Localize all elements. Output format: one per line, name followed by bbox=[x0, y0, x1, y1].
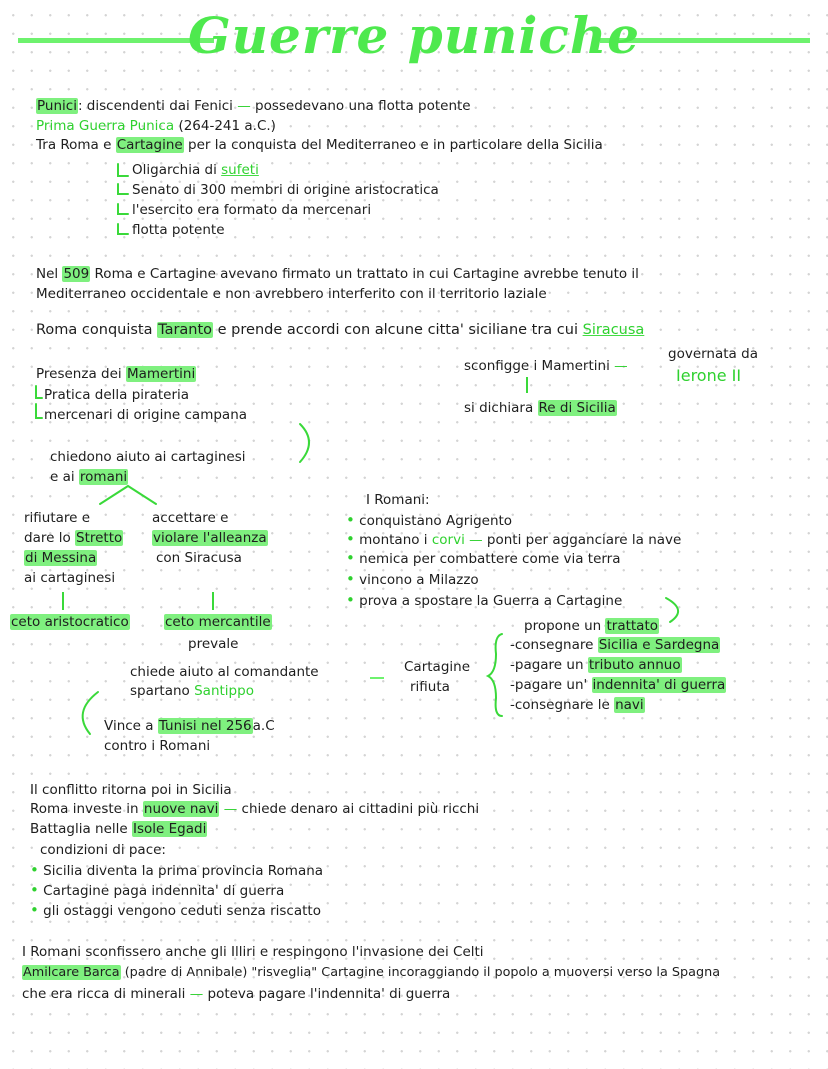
romani-item-text: montano i bbox=[359, 532, 428, 548]
santippo-pre: spartano bbox=[130, 683, 190, 699]
arrow-dash: — bbox=[469, 532, 483, 548]
condizione-pre: -consegnare bbox=[510, 637, 594, 653]
tunisi: Tunisi nel 256 bbox=[158, 718, 252, 734]
arrow-dash: — bbox=[614, 358, 628, 374]
branch-left-1: rifiutare e bbox=[24, 510, 91, 526]
chiedono-line1: chiedono aiuto ai cartaginesi bbox=[50, 449, 246, 465]
conflitto-line1: Il conflitto ritorna poi in Sicilia bbox=[30, 782, 232, 798]
cartagine-highlight: Cartagine bbox=[116, 137, 183, 153]
ceto-aristocratico: ceto aristocratico bbox=[11, 614, 129, 630]
pace-item-text: Cartagine paga indennita' di guerra bbox=[43, 883, 285, 899]
romani-header: I Romani: bbox=[366, 492, 430, 508]
presenza: Presenza dei bbox=[36, 366, 122, 382]
bracket-intro-1 bbox=[118, 164, 128, 176]
santippo: Santippo bbox=[194, 683, 254, 699]
chiedono-pre: e ai bbox=[50, 469, 75, 485]
branch-left-2-pre: dare lo bbox=[24, 530, 71, 546]
bracket-mamertini-1 bbox=[36, 386, 42, 398]
bracket-intro-2 bbox=[118, 184, 128, 194]
senato-line: Senato di 300 membri di origine aristocratica bbox=[132, 182, 439, 198]
trattato-509-pre: Nel bbox=[36, 266, 59, 282]
bullet: • bbox=[346, 570, 355, 588]
arrow-dash: — bbox=[237, 98, 251, 114]
oligarchia-pre: Oligarchia di bbox=[132, 162, 217, 178]
bullet: • bbox=[30, 881, 39, 899]
branch-left-4: ai cartaginesi bbox=[24, 570, 116, 586]
finale-line3-post: poteva pagare l'indennita' di guerra bbox=[207, 986, 451, 1002]
siracusa: Siracusa bbox=[582, 322, 645, 338]
amilcare-barca: Amilcare Barca bbox=[23, 965, 120, 980]
tra-roma-post: per la conquista del Mediterraneo e in particolare della Sicilia bbox=[188, 137, 603, 153]
condizioni-pace: condizioni di pace: bbox=[40, 842, 166, 858]
cartagine-label: Cartagine bbox=[404, 659, 470, 675]
isole-egadi: Isole Egadi bbox=[133, 821, 207, 837]
arrow-dash: — bbox=[189, 986, 204, 1002]
year-509: 509 bbox=[63, 266, 90, 282]
rifiuta-label: rifiuta bbox=[410, 679, 450, 695]
santippo-line1: chiede aiuto al comandante bbox=[130, 664, 319, 680]
sconfigge: sconfigge i Mamertini bbox=[464, 358, 610, 374]
roma-pre: Roma investe in bbox=[30, 801, 139, 817]
bullet: • bbox=[346, 591, 355, 609]
finale-line3-pre: che era ricca di minerali bbox=[22, 986, 186, 1002]
bracket-intro-3 bbox=[118, 204, 128, 214]
flotta-line: flotta potente bbox=[132, 222, 225, 238]
trattato-509-post: Roma e Cartagine avevano firmato un trattato in cui Cartagine avrebbe tenuto il bbox=[94, 266, 639, 282]
prima-guerra: Prima Guerra Punica bbox=[36, 118, 175, 134]
curve-chiedono bbox=[300, 424, 309, 462]
finale-line1: I Romani sconfissero anche gli Illiri e respingono l'invasione dei Celti bbox=[22, 944, 484, 960]
governata-da: governata da bbox=[668, 346, 758, 362]
roma-post: chiede denaro ai cittadini più ricchi bbox=[241, 801, 480, 817]
ceto-mercantile: ceto mercantile bbox=[165, 614, 271, 630]
si-dichiara: si dichiara bbox=[464, 400, 534, 416]
tra-roma-pre: Tra Roma e bbox=[36, 137, 112, 153]
branch-right-1: accettare e bbox=[152, 510, 229, 526]
bullet: • bbox=[346, 549, 355, 567]
punici-text: : discendenti dai Fenici bbox=[77, 98, 233, 114]
branch-right-3: con Siracusa bbox=[156, 550, 242, 566]
page-title: Guerre puniche bbox=[187, 6, 641, 65]
romani-item-text: nemica per combattere come via terra bbox=[359, 551, 621, 567]
taranto: Taranto bbox=[158, 322, 213, 338]
mercenari-line: mercenari di origine campana bbox=[44, 407, 248, 423]
navi: navi bbox=[615, 697, 644, 713]
nuove-navi: nuove navi bbox=[143, 801, 219, 817]
mamertini: Mamertini bbox=[126, 366, 196, 382]
romani-item-text: vincono a Milazzo bbox=[359, 572, 479, 588]
bullet: • bbox=[30, 861, 39, 879]
battaglia-pre: Battaglia nelle bbox=[30, 821, 128, 837]
romani: romani bbox=[79, 469, 128, 485]
bullet: • bbox=[346, 511, 355, 529]
esercito-line: l'esercito era formato da mercenari bbox=[132, 202, 372, 218]
trattato-509-line2: Mediterraneo occidentale e non avrebbero interferito con il territorio laziale bbox=[36, 286, 547, 302]
finale-line2-post: (padre di Annibale) "risveglia" Cartagine incoraggiando il popolo a muoversi verso la Spagna bbox=[124, 965, 721, 980]
condizione-pre: -consegnare le bbox=[510, 697, 610, 713]
ierone: Ierone II bbox=[676, 366, 742, 385]
vince-post: a.C bbox=[252, 718, 275, 734]
curve-santippo bbox=[83, 692, 98, 734]
propone-pre: propone un bbox=[524, 618, 602, 634]
sufeti: sufeti bbox=[221, 162, 259, 178]
corvi-post: ponti per agganciare la nave bbox=[486, 532, 682, 548]
trattato: trattato bbox=[606, 618, 659, 634]
taranto-mid: e prende accordi con alcune citta' siciliane tra cui bbox=[217, 322, 578, 338]
corvi: corvi bbox=[431, 532, 465, 548]
bullet: • bbox=[346, 530, 355, 548]
romani-item-text: conquistano Agrigento bbox=[359, 513, 513, 529]
indennita: indennita' di guerra bbox=[592, 677, 726, 693]
bullet: • bbox=[30, 901, 39, 919]
sicilia-sardegna: Sicilia e Sardegna bbox=[598, 637, 720, 653]
alleanza: violare l'alleanza bbox=[153, 530, 267, 546]
romani-item-text: prova a spostare la Guerra a Cartagine bbox=[359, 593, 623, 609]
stretto: Stretto bbox=[76, 530, 123, 546]
re-sicilia: Re di Sicilia bbox=[538, 400, 616, 416]
vince-pre: Vince a bbox=[104, 718, 154, 734]
prevale: prevale bbox=[188, 636, 239, 652]
tributo: tributo annuo bbox=[588, 657, 681, 673]
curve-cartagine bbox=[666, 598, 678, 622]
messina: di Messina bbox=[25, 550, 97, 566]
pace-item-text: Sicilia diventa la prima provincia Romana bbox=[43, 863, 324, 879]
brace-trattato bbox=[488, 634, 502, 716]
pace-item-text: gli ostaggi vengono ceduti senza riscatto bbox=[43, 903, 321, 919]
arrow-dash: — bbox=[223, 801, 238, 817]
prima-guerra-dates: (264-241 a.C.) bbox=[178, 118, 276, 134]
bracket-intro-4 bbox=[118, 224, 128, 234]
bracket-mamertini-2 bbox=[36, 404, 42, 418]
pirateria-line: Pratica della pirateria bbox=[44, 387, 190, 403]
taranto-pre: Roma conquista bbox=[36, 322, 153, 338]
condizione-pre: -pagare un' bbox=[510, 677, 588, 693]
condizione-pre: -pagare un bbox=[510, 657, 584, 673]
contro-line: contro i Romani bbox=[104, 738, 211, 754]
punici-label: Punici bbox=[37, 98, 77, 114]
branch-split bbox=[100, 486, 156, 504]
punici-text2: possedevano una flotta potente bbox=[255, 98, 471, 114]
